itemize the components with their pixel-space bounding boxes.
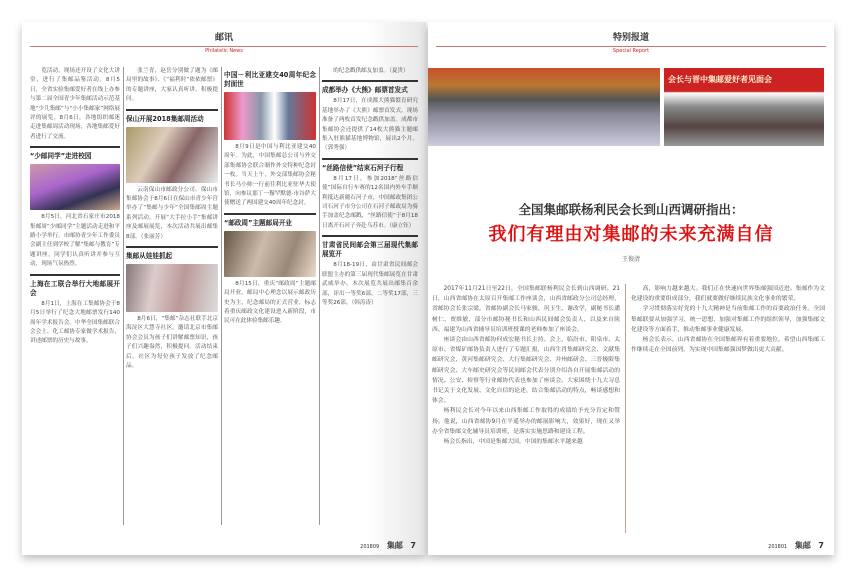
footer-magazine: 集邮 [386,541,403,550]
divider [30,146,120,148]
article-column-2 [631,284,825,534]
article-heading: “邮政周”主题邮局开业 [224,218,293,227]
column-divider [319,67,320,525]
column-divider [123,67,124,525]
article-author: 王俊清 [621,256,640,263]
paragraph: 云南保山市邮政分公司、保山市集邮协会于8月6日在保山市青少年宫举办了“集邮与少年”全国集邮周主题系列活动。开展“大手拉小手”集邮讲座及邮展展览，本次活动共展出邮集8部。（张丽芳） [126,186,218,240]
divider [126,109,218,111]
paragraph: 学习贯彻落实好党的十九大精神是当前集邮工作的首要政治任务。全国集邮联要从加强学习，统一思想，加强对集邮工作的组织领导，加强集邮文化建设等方面着手，推动集邮事业健康发展。 [631,306,825,333]
article-column-1 [432,284,620,534]
column-divider [625,284,626,533]
divider [224,213,316,215]
paragraph: 杨会长指出，中国是集邮大国，中国的集邮水平越来越 [443,439,583,446]
article-heading: “丝路信使”结束石河子行程 [322,163,404,172]
photo-children [126,264,218,312]
section-subtitle: Philatelic News [205,48,243,54]
divider [30,274,120,276]
column-2 [126,67,218,527]
article-title: 我们有理由对集邮的未来充满自信 [488,224,774,245]
article-heading: 集邮从娃娃抓起 [126,252,173,261]
footer-issue: 201801 [768,544,788,550]
article-heading: 保山开展2018集邮周活动 [126,114,204,123]
divider [322,80,418,82]
paragraph: 8月9日是中国与利比亚建交40周年。为此，中国集邮总公司与外交部集邮协会联合制作外交特种纪念封一枚。当天上午，外交部集邮协会秘书长马小帅一行前往利比亚驻华大使馆，向参议那丁一穆罕默德·市谷萨大使赠送了两国建交40周年纪念封。 [224,144,316,207]
left-page [22,22,426,555]
paragraph: 8月17日，参加2018“丝路信使”国际自行车赛的12名国内外车手顺利抵达新疆石河子市，中国邮政集团公司石河子市分公司在石河子邮政局为骑手加盖纪念邮戳，“丝路信使”于8月18日离开石河子奔赴乌苏市。（康立钰） [322,175,418,229]
article-heading: 甘肃省民间邮会第三届现代集邮展览开 [322,241,418,259]
footer-magazine: 集邮 [794,541,811,550]
paragraph: 的纪念戳供邮友加盖。（夏贵） [333,68,409,74]
column-3 [224,67,316,527]
page-footer [768,540,824,551]
article-heading: 上海在工联合举行大地邮展开会 [30,279,120,297]
article-kicker: 全国集邮联杨利民会长到山西调研指出： [518,202,744,217]
paragraph: 2017年11月21日至22日，全国集邮联杨利民会长到山西调研。21日，山西省邮协在太原召开集邮工作座谈会，山西省邮政分公司总经理，省邮协会长张宗梁，省邮协副会长马家骏、巩玉生、谢改学，副秘书长潘树仁、贾维敏，部分市邮协秘书长和山西民间邮会负责人，以及来自陕西、福建为山西省辅导员培训班授课的老师参加了座谈会。 [432,286,620,333]
section-title: 邮讯 [214,33,233,43]
section-header [22,30,426,54]
page-number: 7 [818,541,824,550]
banner-text: 会长与晋中集邮爱好者见面会 [668,75,772,84]
photo-meeting [428,68,660,146]
paragraph: 高，影响力越来越大。我们正在快速向世界集邮强国迈进。集邮作为文化建设的重要组成部分，我们就要做好继续民族文化事业的繁荣。 [631,286,825,303]
column-4 [322,67,418,527]
paragraph: 8月5日，河北省石家庄市2018集邮周“少邮同学”主题活动走进和平路小学举行。市邮协青少年工作委员会副主任到学校了解“集邮与教育”专题讲座，同学们认真听讲并参与互动，现场气氛热烈。 [30,214,120,268]
column-divider [221,67,222,525]
divider [322,158,418,160]
paragraph: 览活动。现场还开设了文化大讲堂，进行了集邮品鉴活动。8月5日，全省实验集邮爱好者在线上办参与第二届全国青少年集邮活动示范基地“少儿集邮”与“小小集邮家”网络展评的展览。8月6日，各地组织邮迷走进集邮周活动现场，各地集邮爱好者进行了交流。 [30,68,120,140]
paragraph: 8月6日，“集邮”杂志社联手北京海淀区大慧寺社区，邀请北京市集邮协会会员为孩子们讲解邮票知识，孩子们兴趣盎然，积极提问。活动结束后，社区为每位孩子发放了纪念邮品。 [126,316,218,370]
paragraph: 座谈会由山西省邮协何成宏秘书长主持。会上，临汾市、阳泉市、太原市、省煤矿邮协负责人进行了专题汇报，山西生肖集邮研究会、文献集邮研究会、黄河集邮研究会、大行集邮研究会、并州邮研会、三晋极限集邮研究会、大车邮史研究会等民间邮会代表分别介绍各自开展集邮活动的情况。公安、检察等行业邮协代表也参加了座谈会。大家围绕十九大习总书记关于文化发展、文化自信的论述，结合集邮活动的特点，畅谈感想和体会。 [432,337,620,405]
article-heading: 成都举办《大熊》邮票首发式 [322,86,408,95]
paragraph: 杨会长表示，山西省邮协在全国集邮界有着重要地位，希望山西集邮工作继续走在全国前列，为实现中国集邮强国梦做出更大贡献。 [631,337,825,354]
photo-classroom [30,164,120,210]
header-rule [30,46,418,47]
column-1 [30,67,120,527]
divider [322,235,418,237]
page-number: 7 [410,541,416,550]
photo-reception [664,68,824,146]
header-rule [436,46,826,47]
section-subtitle: Special Report [612,48,650,54]
divider [126,246,218,248]
photo-event [126,127,218,183]
page-footer [360,540,416,551]
paragraph: 8月15日，重庆“邮政周”主题邮局开业。邮局中心理念以展示邮政历史为主，纪念邮局的正式营业，标志着重庆邮政文化建设进入新阶段，市民可在此体验集邮乐趣。 [224,280,316,325]
photo-post-office [224,231,316,277]
article-heading: 中国－利比亚建交40周年纪念封面世 [224,71,316,88]
article-heading: “少邮同学”走进校园 [30,152,92,161]
paragraph: 张兰青，赵岳分别做了题为《邮局里的故事》、《“福利时”依依邮票》的专题讲座，大家认真听讲，积极提问。 [126,68,218,103]
paragraph: 8月18-19日，由甘肃省民间邮会联盟主办的第三届现代集邮展览在甘肃武威举办，本次展览共展出邮集百余部，评出一等奖6部，二等奖17部，三等奖26部。（韩涛涛） [322,262,418,306]
section-title: 特别报道 [612,33,649,43]
paragraph: 8月1日，上海在工集邮协会于8月5日举行了纪念大地邮票发行140周年学术报告会。中华全国集邮联合会会士、化工邮协专家做学术报告，讲述邮票的历史与故事。 [30,300,120,345]
paragraph: 8月17日，在成都大熊猫繁育研究基地举办了《大熊》邮票首发式。现场准备了两枚首发纪念戳供加盖。成都市集邮协会还提供了14枚大熊猫主题邮集入驻熊猫基地博物馆，展出2个月。（郭秀强） [322,98,418,152]
paragraph: 杨利民会长对今年以来山西集邮工作取得的成绩给予充分肯定和赞扬。他说，山西省邮协9月在平遥举办的邮展影响大，效果好，现在又举办全省集邮文化辅导员培训班，是落实实施思路和建设工程。 [432,408,620,435]
right-page [428,22,834,555]
section-header [428,30,834,54]
footer-issue: 201809 [360,544,380,550]
photo-embassy [224,92,316,140]
